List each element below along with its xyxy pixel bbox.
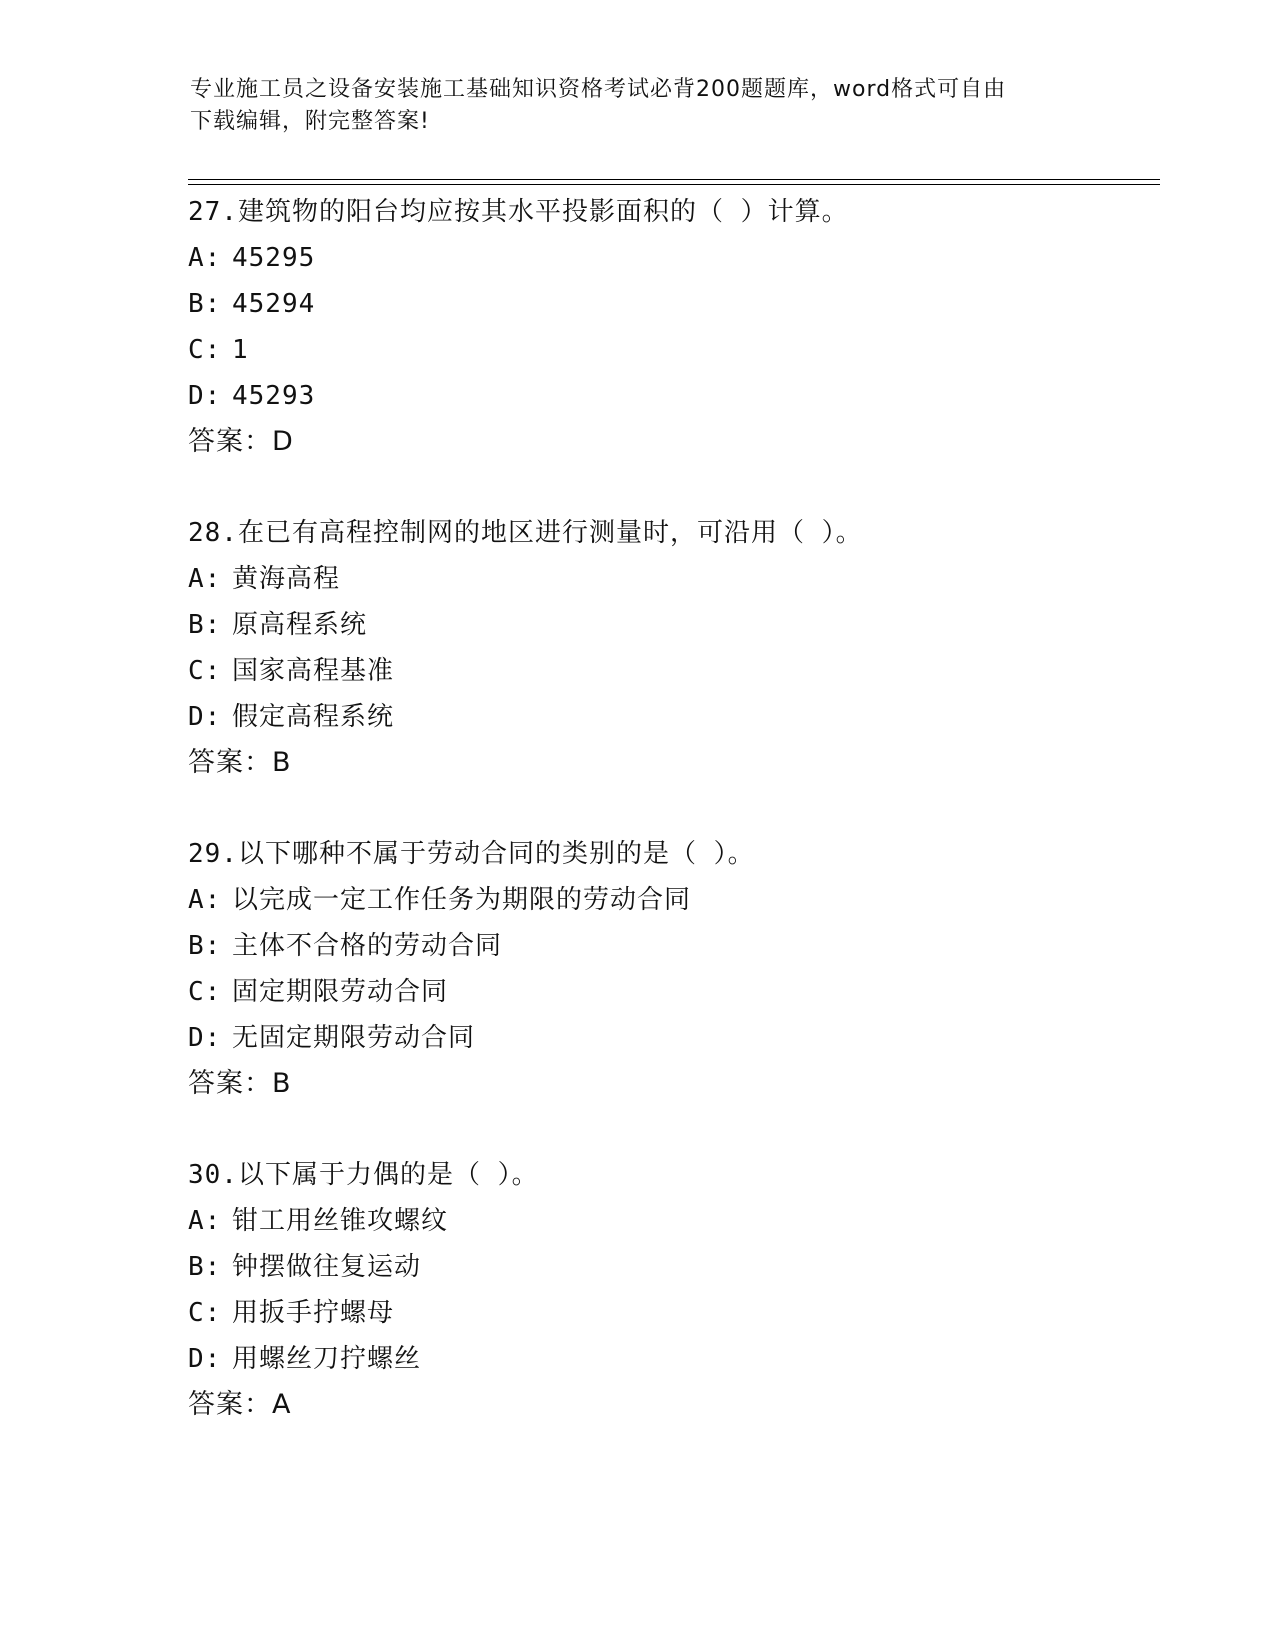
option-a	[188, 556, 1168, 602]
option-d	[188, 1015, 1168, 1061]
answer-line: 答案：D	[188, 426, 294, 457]
option-letter: C:	[188, 1298, 222, 1328]
option-letter: D:	[188, 1023, 222, 1053]
option-text: 假定高程系统	[232, 702, 395, 732]
option-a	[188, 877, 1168, 923]
option-c	[188, 327, 1168, 373]
header-line-2: 下载编辑，附完整答案!	[190, 109, 430, 134]
option-letter: C:	[188, 977, 222, 1007]
option-letter: D:	[188, 381, 222, 411]
option-text: 固定期限劳动合同	[232, 977, 449, 1007]
option-text: 45293	[232, 381, 316, 411]
option-letter: B:	[188, 1252, 222, 1282]
option-c	[188, 1290, 1168, 1336]
question-block	[188, 831, 1168, 1107]
question-block	[188, 1152, 1168, 1428]
option-letter: C:	[188, 656, 222, 686]
option-text: 无固定期限劳动合同	[232, 1023, 476, 1053]
option-text: 主体不合格的劳动合同	[232, 931, 503, 961]
option-text: 国家高程基准	[232, 656, 395, 686]
question-stem: 29.以下哪种不属于劳动合同的类别的是（ ）。	[188, 839, 755, 869]
option-c	[188, 648, 1168, 694]
option-text: 黄海高程	[232, 564, 341, 594]
document-header	[190, 74, 1090, 138]
answer-line: 答案：B	[188, 1068, 292, 1099]
option-a	[188, 1198, 1168, 1244]
option-text: 原高程系统	[232, 610, 368, 640]
option-text: 钟摆做往复运动	[232, 1252, 422, 1282]
option-d	[188, 1336, 1168, 1382]
option-letter: C:	[188, 335, 222, 365]
option-letter: D:	[188, 702, 222, 732]
option-letter: B:	[188, 610, 222, 640]
option-letter: D:	[188, 1344, 222, 1374]
option-letter: A:	[188, 564, 222, 594]
option-letter: B:	[188, 931, 222, 961]
option-letter: A:	[188, 243, 222, 273]
question-stem: 28.在已有高程控制网的地区进行测量时，可沿用（ ）。	[188, 518, 863, 548]
option-a	[188, 235, 1168, 281]
answer-line: 答案：A	[188, 1389, 292, 1420]
option-c	[188, 969, 1168, 1015]
option-text: 45294	[232, 289, 316, 319]
option-text: 以完成一定工作任务为期限的劳动合同	[232, 885, 692, 915]
option-b	[188, 923, 1168, 969]
question-stem: 30.以下属于力偶的是（ ）。	[188, 1160, 539, 1190]
header-line-1: 专业施工员之设备安装施工基础知识资格考试必背200题题库，word格式可自由	[190, 77, 1007, 102]
option-text: 1	[232, 335, 249, 365]
header-divider-bottom	[188, 184, 1160, 185]
option-d	[188, 694, 1168, 740]
option-letter: A:	[188, 885, 222, 915]
option-text: 用扳手拧螺母	[232, 1298, 395, 1328]
question-block	[188, 510, 1168, 786]
option-text: 钳工用丝锥攻螺纹	[232, 1206, 449, 1236]
header-divider-top	[188, 179, 1160, 180]
option-d	[188, 373, 1168, 419]
option-b	[188, 281, 1168, 327]
option-b	[188, 1244, 1168, 1290]
option-letter: B:	[188, 289, 222, 319]
option-text: 用螺丝刀拧螺丝	[232, 1344, 422, 1374]
question-block	[188, 189, 1168, 465]
option-letter: A:	[188, 1206, 222, 1236]
answer-line: 答案：B	[188, 747, 292, 778]
option-text: 45295	[232, 243, 316, 273]
option-b	[188, 602, 1168, 648]
question-stem: 27.建筑物的阳台均应按其水平投影面积的（ ）计算。	[188, 197, 849, 227]
